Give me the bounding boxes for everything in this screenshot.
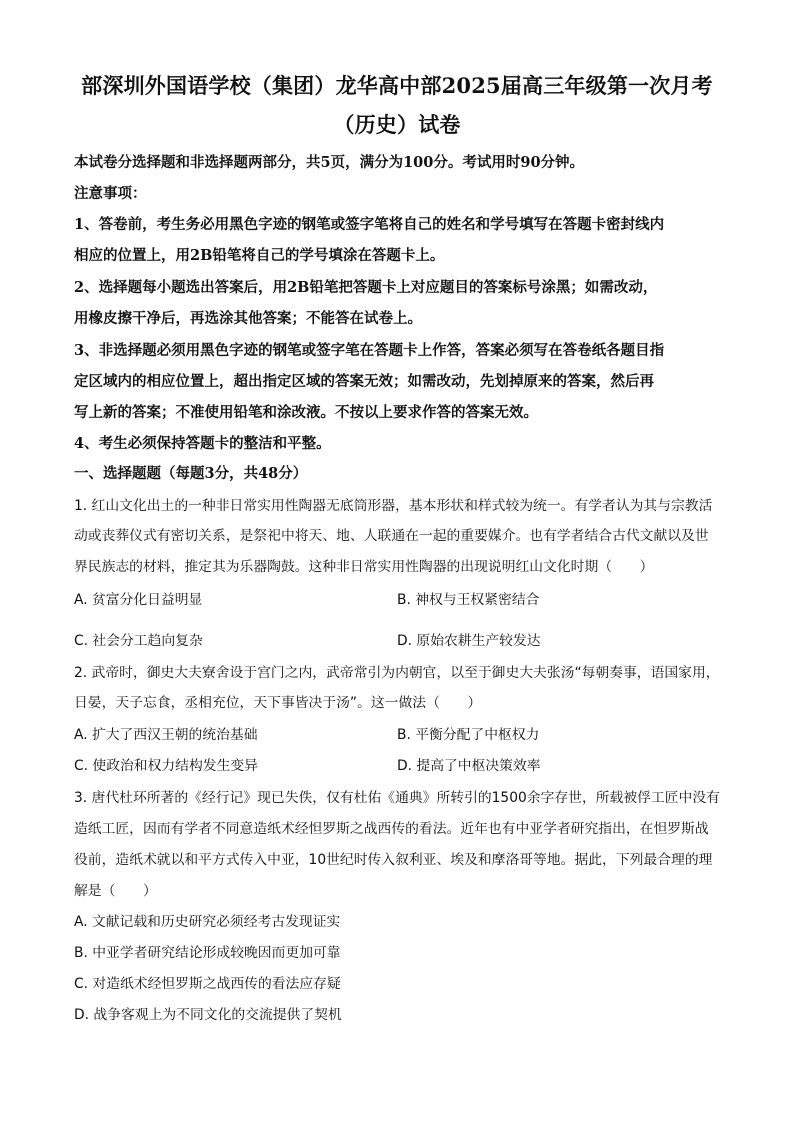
notice-heading: 注意事项：	[74, 185, 147, 202]
question-1-option-b[interactable]: B. 神权与王权紧密结合	[397, 592, 540, 608]
notice-line: 用橡皮擦干净后，再选涂其他答案；不能答在试卷上。	[74, 310, 422, 327]
exam-intro: 本试卷分选择题和非选择题两部分，共5页，满分为100分。考试用时90分钟。	[74, 154, 585, 171]
notice-line: 相应的位置上，用2B铅笔将自己的学号填涂在答题卡上。	[74, 247, 445, 264]
question-2-option-d[interactable]: D. 提高了中枢决策效率	[397, 758, 541, 774]
exam-title-line1: 部深圳外国语学校（集团）龙华高中部2025届高三年级第一次月考	[81, 73, 713, 98]
notice-line: 定区域内的相应位置上，超出指定区域的答案无效；如需改动，先划掉原来的答案，然后再	[74, 373, 654, 390]
question-2-option-b[interactable]: B. 平衡分配了中枢权力	[397, 727, 540, 743]
notice-line: 1、答卷前，考生务必用黑色字迹的钢笔或签字笔将自己的姓名和学号填写在答题卡密封线内	[74, 216, 665, 233]
question-3-line: 造纸工匠，因而有学者不同意造纸术经怛罗斯之战西传的看法。近年也有中亚学者研究指出，在怛罗斯战	[74, 821, 709, 837]
question-3-option-a[interactable]: A. 文献记载和历史研究必须经考古发现证实	[74, 914, 341, 930]
notice-line: 4、考生必须保持答题卡的整洁和平整。	[74, 435, 331, 452]
question-2-option-c[interactable]: C. 使政治和权力结构发生变异	[74, 758, 258, 774]
question-3-option-b[interactable]: B. 中亚学者研究结论形成较晚因而更加可靠	[74, 945, 341, 961]
question-1-line: 动或丧葬仪式有密切关系，是祭祀中将天、地、人联通在一起的重要媒介。也有学者结合古代文献以及世	[74, 528, 709, 544]
question-1-option-a[interactable]: A. 贫富分化日益明显	[74, 592, 203, 608]
exam-title-line2: （历史）试卷	[333, 112, 461, 137]
question-1-option-c[interactable]: C. 社会分工趋向复杂	[74, 633, 203, 649]
question-2-line: 日晏，天子忘食，丞相充位，天下事皆决于汤”。这一做法（ ）	[74, 695, 482, 711]
question-3-line: 解是（ ）	[74, 883, 157, 899]
question-3-option-c[interactable]: C. 对造纸术经怛罗斯之战西传的看法应存疑	[74, 976, 341, 992]
notice-line: 3、非选择题必须用黑色字迹的钢笔或签字笔在答题卡上作答，答案必须写在答卷纸各题目指	[74, 342, 665, 359]
notice-line: 写上新的答案；不准使用铅笔和涂改液。不按以上要求作答的答案无效。	[74, 404, 538, 421]
question-1-line: 1. 红山文化出土的一种非日常实用性陶器无底筒形器，基本形状和样式较为统一。有学者认为其与宗教活	[74, 498, 713, 514]
question-3-option-d[interactable]: D. 战争客观上为不同文化的交流提供了契机	[74, 1007, 342, 1023]
notice-line: 2、选择题每小题选出答案后，用2B铅笔把答题卡上对应题目的答案标号涂黑；如需改动，	[74, 279, 658, 296]
question-1-option-d[interactable]: D. 原始农耕生产较发达	[397, 633, 541, 649]
question-2-option-a[interactable]: A. 扩大了西汉王朝的统治基础	[74, 727, 258, 743]
question-2-line: 2. 武帝时，御史大夫寮舍设于宫门之内，武帝常引为内朝官，以至于御史大夫张汤“每朝奏事，语国家用，	[74, 665, 720, 681]
question-1-line: 界民族志的材料，推定其为乐器陶鼓。这种非日常实用性陶器的出现说明红山文化时期（ ）	[74, 559, 654, 575]
section-heading: 一、选择题题（每题3分，共48分）	[74, 465, 308, 482]
question-3-line: 役前，造纸术就以和平方式传入中亚，10世纪时传入叙利亚、埃及和摩洛哥等地。据此，下列最合理的理	[74, 852, 713, 868]
question-3-line: 3. 唐代杜环所著的《经行记》现已失佚，仅有杜佑《通典》所转引的1500余字存世，所载被俘工匠中没有	[74, 790, 720, 806]
